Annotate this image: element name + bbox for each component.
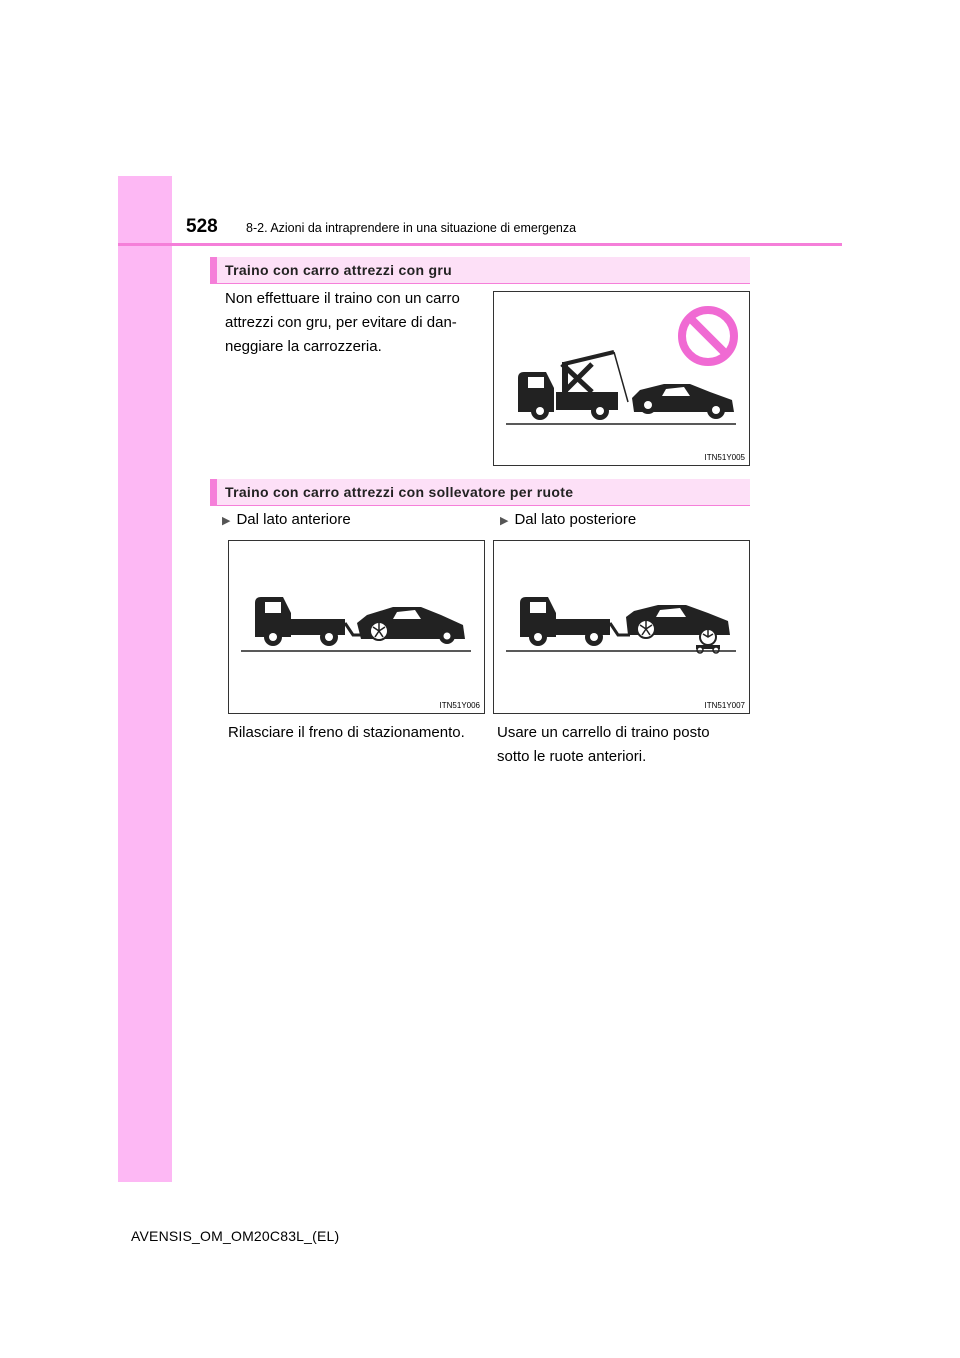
section1-line-2: attrezzi con gru, per evitare di dan- <box>225 314 457 331</box>
rear-caption-line-1: Usare un carrello di traino posto <box>497 724 710 741</box>
header-rule <box>118 243 842 246</box>
bullet-triangle-icon: ▶ <box>500 515 509 527</box>
bullet-triangle-icon: ▶ <box>222 515 231 527</box>
document-code: AVENSIS_OM_OM20C83L_(EL) <box>131 1228 340 1244</box>
section1-body <box>225 287 478 359</box>
figure-rear-tow <box>493 540 750 714</box>
figure-crane-tow <box>493 291 750 466</box>
front-tow-illustration <box>229 541 484 713</box>
section-heading-crane-tow: Traino con carro attrezzi con gru <box>210 257 750 284</box>
section-heading-wheel-lift-tow: Traino con carro attrezzi con sollevatore per ruote <box>210 479 750 506</box>
figure-front-tow <box>228 540 485 714</box>
towed-car-icon <box>626 605 730 645</box>
chapter-title: 8-2. Azioni da intraprendere in una situazione di emergenza <box>246 221 577 235</box>
figure-code: ITN51Y005 <box>704 453 745 462</box>
prohibited-sign-icon <box>682 310 734 362</box>
front-tow-caption: Rilasciare il freno di stazionamento. <box>228 724 465 741</box>
page-number: 528 <box>186 216 218 237</box>
section1-line-3: neggiare la carrozzeria. <box>225 338 382 355</box>
tow-truck-icon <box>255 597 365 646</box>
front-tow-label: ▶ Dal lato anteriore <box>222 511 351 528</box>
rear-tow-caption <box>497 721 745 769</box>
tow-truck-icon <box>520 597 630 646</box>
towing-dolly-icon <box>696 645 720 653</box>
rear-tow-illustration <box>494 541 749 713</box>
rear-caption-line-2: sotto le ruote anteriori. <box>497 748 647 765</box>
towed-car-icon <box>632 384 734 419</box>
side-tab-strip <box>118 176 172 1182</box>
figure-code: ITN51Y006 <box>439 701 480 710</box>
rear-tow-label: ▶ Dal lato posteriore <box>500 511 637 528</box>
tow-truck-icon <box>518 352 628 420</box>
crane-tow-illustration <box>494 292 749 465</box>
towed-car-icon <box>357 607 465 644</box>
section1-line-1: Non effettuare il traino con un carro <box>225 290 460 307</box>
figure-code: ITN51Y007 <box>704 701 745 710</box>
